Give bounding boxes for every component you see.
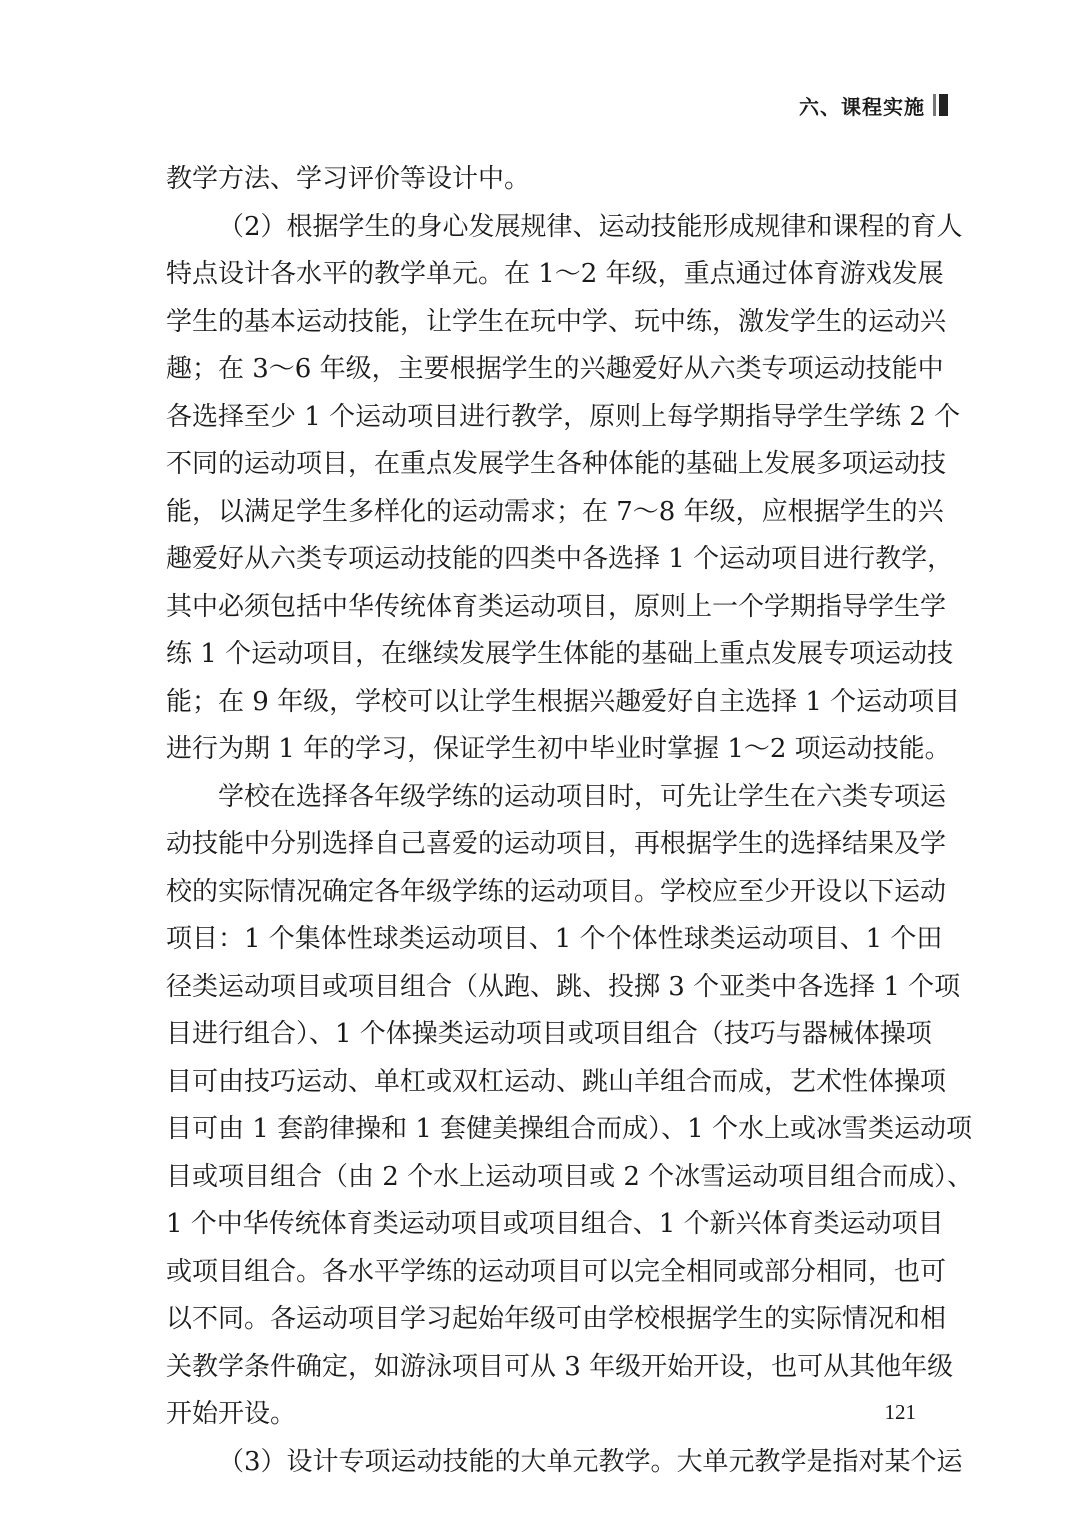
text-line: 校的实际情况确定各年级学练的运动项目。学校应至少开设以下运动 bbox=[166, 876, 947, 907]
text-line: 进行为期 1 年的学习，保证学生初中毕业时掌握 1～2 项运动技能。 bbox=[166, 734, 951, 764]
text-line: 目进行组合）、1 个体操类运动项目或项目组合（技巧与器械体操项 bbox=[166, 1019, 932, 1049]
text-line: 或项目组合。各水平学练的运动项目可以完全相同或部分相同，也可 bbox=[166, 1256, 947, 1287]
text-line: 能；在 9 年级，学校可以让学生根据兴趣爱好自主选择 1 个运动项目 bbox=[166, 686, 961, 717]
chapter-title: 六、课程实施 bbox=[799, 94, 925, 119]
text-line: 其中必须包括中华传统体育类运动项目，原则上一个学期指导学生学 bbox=[166, 591, 947, 622]
text-line: 目或项目组合（由 2 个水上运动项目或 2 个冰雪运动项目组合而成）、 bbox=[166, 1161, 974, 1192]
text-line: 以不同。各运动项目学习起始年级可由学校根据学生的实际情况和相 bbox=[166, 1304, 947, 1334]
text-line: 不同的运动项目，在重点发展学生各种体能的基础上发展多项运动技 bbox=[166, 449, 947, 479]
page-number: 121 bbox=[884, 1400, 916, 1424]
header-bar-ornament bbox=[933, 93, 948, 117]
text-line: 目可由 1 套韵律操和 1 套健美操组合而成）、1 个水上或冰雪类运动项 bbox=[166, 1114, 972, 1144]
paragraph-start-line: 学校在选择各年级学练的运动项目时，可先让学生在六类专项运 bbox=[218, 781, 947, 812]
text-line: 关教学条件确定，如游泳项目可从 3 年级开始开设，也可从其他年级 bbox=[166, 1351, 954, 1382]
text-line: 趣爱好从六类专项运动技能的四类中各选择 1 个运动项目进行教学， bbox=[166, 544, 954, 574]
header-bar-thin bbox=[933, 94, 936, 116]
text-line: 学生的基本运动技能，让学生在玩中学、玩中练，激发学生的运动兴 bbox=[166, 306, 947, 337]
text-line: 1 个中华传统体育类运动项目或项目组合、1 个新兴体育类运动项目 bbox=[166, 1209, 944, 1239]
paragraph-start-line: （3）设计专项运动技能的大单元教学。大单元教学是指对某个运 bbox=[218, 1446, 963, 1477]
text-line: 项目：1 个集体性球类运动项目、1 个个体性球类运动项目、1 个田 bbox=[166, 924, 943, 954]
text-line: 目可由技巧运动、单杠或双杠运动、跳山羊组合而成，艺术性体操项 bbox=[166, 1066, 947, 1097]
header-bar-thick bbox=[939, 94, 948, 116]
text-line: 各选择至少 1 个运动项目进行教学，原则上每学期指导学生学练 2 个 bbox=[166, 401, 961, 432]
text-line: 教学方法、学习评价等设计中。 bbox=[166, 164, 531, 194]
running-header bbox=[799, 90, 948, 120]
paragraph-start-line: （2）根据学生的身心发展规律、运动技能形成规律和课程的育人 bbox=[218, 211, 963, 242]
text-line: 特点设计各水平的教学单元。在 1～2 年级，重点通过体育游戏发展 bbox=[166, 259, 944, 289]
body-text bbox=[166, 156, 974, 1486]
text-line: 开始开设。 bbox=[166, 1399, 297, 1429]
text-line: 趣；在 3～6 年级，主要根据学生的兴趣爱好从六类专项运动技能中 bbox=[166, 354, 944, 384]
text-line: 径类运动项目或项目组合（从跑、跳、投掷 3 个亚类中各选择 1 个项 bbox=[166, 971, 961, 1002]
text-line: 练 1 个运动项目，在继续发展学生体能的基础上重点发展专项运动技 bbox=[166, 639, 954, 669]
text-line: 动技能中分别选择自己喜爱的运动项目，再根据学生的选择结果及学 bbox=[166, 829, 947, 859]
text-line: 能，以满足学生多样化的运动需求；在 7～8 年级，应根据学生的兴 bbox=[166, 496, 944, 527]
